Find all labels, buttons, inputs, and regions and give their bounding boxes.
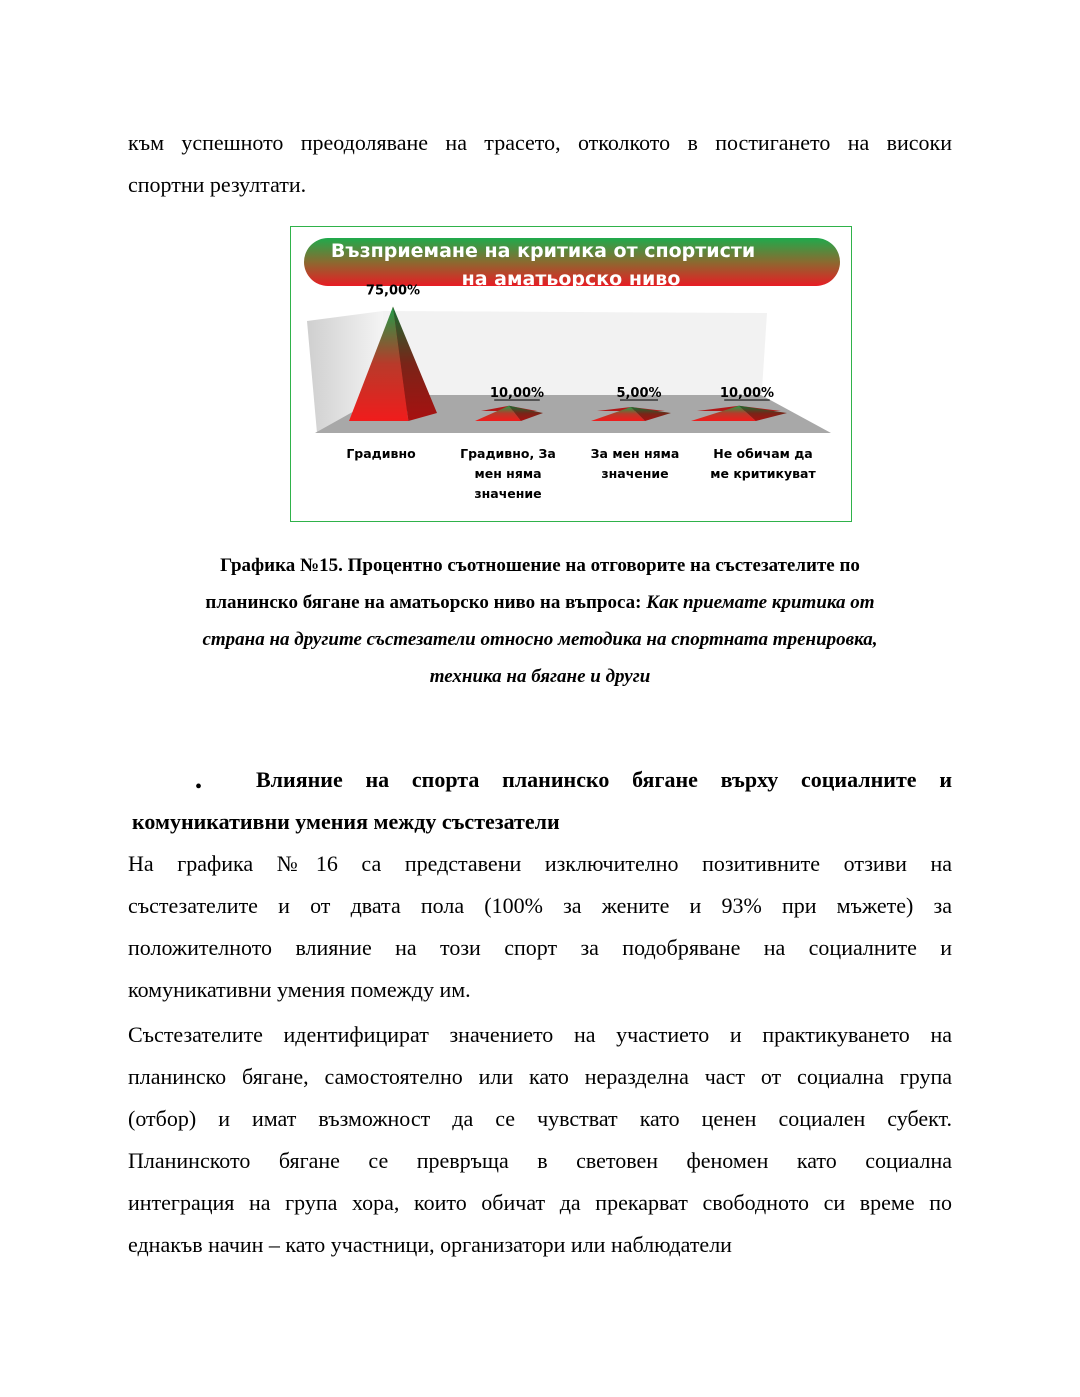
chart-title-line-2: на аматьорско ниво: [461, 268, 681, 290]
body-p1-line-3: положителното влияние на този спорт за подобряване на социалните и: [128, 935, 952, 960]
caption-line-4: [128, 658, 952, 695]
category-label-1-line-1: Градивно: [346, 446, 416, 461]
caption-line-1: Графика №15. Процентно съотношение на отговорите на състезателите по: [220, 555, 860, 576]
section-heading-line-1: Влияние на спорта планинско бягане върху социалните и: [256, 767, 952, 792]
chart-title-line-1: Възприемане на критика от спортисти: [330, 240, 756, 262]
intro-line-1: към успешното преодоляване на трасето, отколкото в постигането на високи: [128, 130, 952, 155]
body-p2-line-5: интеграция на група хора, които обичат да прекарват свободното си време по: [128, 1190, 952, 1215]
caption-line-2-italic: Как приемате критика от: [646, 592, 875, 613]
body-p1-line-1: На графика №16 са представени изключително позитивните отзиви на: [128, 851, 952, 876]
category-label-2-line-2: мен няма: [474, 466, 542, 481]
body-p2-line-1: Състезателите идентифицират значението на участието и практикуването на: [128, 1022, 952, 1047]
category-label-4-line-1: Не обичам да: [713, 446, 813, 461]
chart-frame: [290, 226, 852, 522]
body-p2-line-4: Планинското бягане се превръща в световен феномен като социална: [128, 1148, 952, 1173]
body-p2-line-3: (отбор) и имат възможност да се чувстват като ценен социален субект.: [128, 1106, 952, 1131]
section-heading-line-2: комуникативни умения между състезатели: [132, 809, 560, 834]
body-p1-line-4: комуникативни умения помежду им.: [128, 977, 471, 1002]
intro-line-2: спортни резултати.: [128, 172, 307, 197]
data-label-3: 5,00%: [616, 386, 662, 401]
body-p2-line-2: планинско бягане, самостоятелно или като неразделна част от социална група: [128, 1064, 952, 1089]
category-label-4-line-2: ме критикуват: [710, 466, 816, 481]
chart-back-wall: [383, 311, 767, 405]
data-label-4: 10,00%: [719, 386, 775, 401]
data-label-2: 10,00%: [489, 386, 545, 401]
category-label-3-line-2: значение: [601, 466, 669, 481]
category-label-3-line-1: За мен няма: [590, 446, 680, 461]
body-p1-line-2: състезателите и от двата пола (100% за жените и 93% при мъжете) за: [128, 893, 952, 918]
caption-line-3-text: страна на другите състезатели относно методика на спортната тренировка,: [202, 629, 878, 650]
caption-line-2: [128, 584, 952, 621]
category-label-2-line-3: значение: [474, 486, 542, 501]
section-bullet: •: [195, 776, 203, 798]
data-label-1: 75,00%: [365, 283, 421, 299]
caption-line-4-text: техника на бягане и други: [429, 666, 651, 687]
category-label-2-line-1: Градивно, За: [460, 446, 556, 461]
caption-line-2-bold: планинско бягане на аматьорско ниво на въпроса:: [205, 592, 647, 613]
chart-svg: [291, 227, 853, 523]
body-p2-line-6: еднакъв начин – като участници, организатори или наблюдатели: [128, 1232, 732, 1257]
caption-line-3: [128, 621, 952, 658]
